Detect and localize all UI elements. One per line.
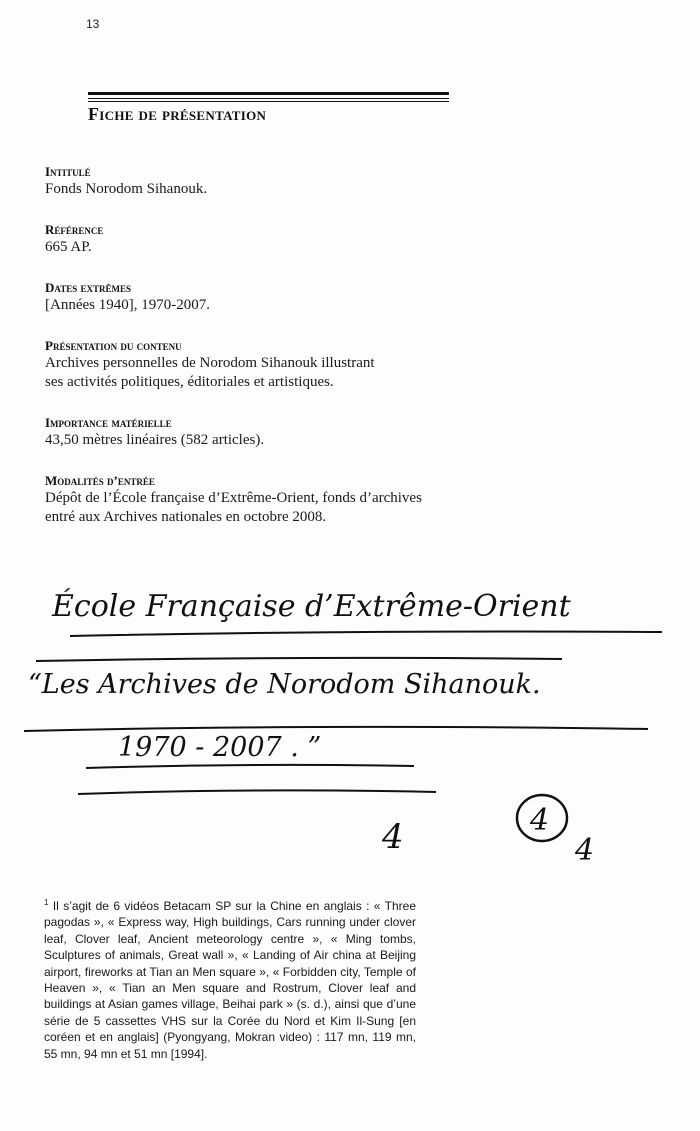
- footnote-text: Il s’agit de 6 vidéos Betacam SP sur la Chine en anglais : « Three pagodas », « Express way, High buildings, Cars running under clover leaf, Clover leaf, Ancient meteorology centre », « Ming tombs, Sculptures of animals, Great wall », « Landing of Air china at Beijing airport, fireworks at Tian an Men square », « Forbidden city, Temple of Heaven », « Tian an Men square and Rostrum, Clover leaf and buildings at Asian games village, Beihai park » (s. d.), ainsi que d’une série de 5 cassettes VHS sur la Corée du Nord et Kim Il-Sung [en coréen et en anglais] (Pyongyang, Mokran video) : 117 mn, 119 mn, 55 mn, 94 mn et 51 mn [1994].: [44, 899, 416, 1061]
- handwritten-underline: [24, 727, 648, 731]
- field-importance-materielle: [45, 415, 515, 450]
- field-label: Présentation du contenu: [45, 338, 182, 353]
- handwritten-annotation: [0, 560, 700, 880]
- handwritten-mark-left: 4: [382, 817, 404, 857]
- field-presentation-contenu: [45, 338, 515, 392]
- field-value: Dépôt de l’École française d’Extrême-Orient, fonds d’archives: [45, 490, 422, 506]
- field-value: ses activités politiques, éditoriales et artistiques.: [45, 374, 334, 390]
- handwritten-underline: [36, 658, 562, 661]
- field-modalites-entree: [45, 473, 515, 527]
- field-reference: [45, 222, 515, 257]
- handwritten-line-dates: 1970 - 2007 . ”: [118, 732, 322, 763]
- field-label: Dates extrêmes: [45, 280, 131, 295]
- field-intitule: [45, 164, 515, 199]
- field-value: Fonds Norodom Sihanouk.: [45, 181, 208, 197]
- field-value: 665 AP.: [45, 239, 92, 255]
- field-label: Référence: [45, 222, 104, 237]
- field-dates-extremes: [45, 280, 515, 315]
- heading-thin-rule: [88, 101, 449, 102]
- page-number: 13: [86, 17, 100, 31]
- field-label: Modalités d’entrée: [45, 473, 155, 488]
- handwritten-underline: [70, 632, 662, 637]
- footnote: [44, 898, 416, 1062]
- handwritten-line-school: École Française d’Extrême-Orient: [52, 589, 571, 624]
- handwritten-mark-circled: 4: [530, 803, 550, 838]
- field-value: 43,50 mètres linéaires (582 articles).: [45, 432, 265, 448]
- field-label: Importance matérielle: [45, 415, 172, 430]
- heading-double-rule: [88, 92, 449, 99]
- handwritten-underline: [78, 790, 436, 794]
- footnote-marker: 1: [44, 898, 49, 907]
- field-value: entré aux Archives nationales en octobre 2008.: [45, 509, 327, 525]
- handwritten-line-title: “Les Archives de Norodom Sihanouk.: [28, 669, 541, 700]
- handwritten-mark-right: 4: [575, 833, 595, 868]
- section-heading: Fiche de présentation: [88, 104, 267, 124]
- field-label: Intitulé: [45, 164, 91, 179]
- field-value: [Années 1940], 1970-2007.: [45, 297, 210, 313]
- field-value: Archives personnelles de Norodom Sihanouk illustrant: [45, 355, 375, 371]
- handwritten-underline: [86, 765, 414, 768]
